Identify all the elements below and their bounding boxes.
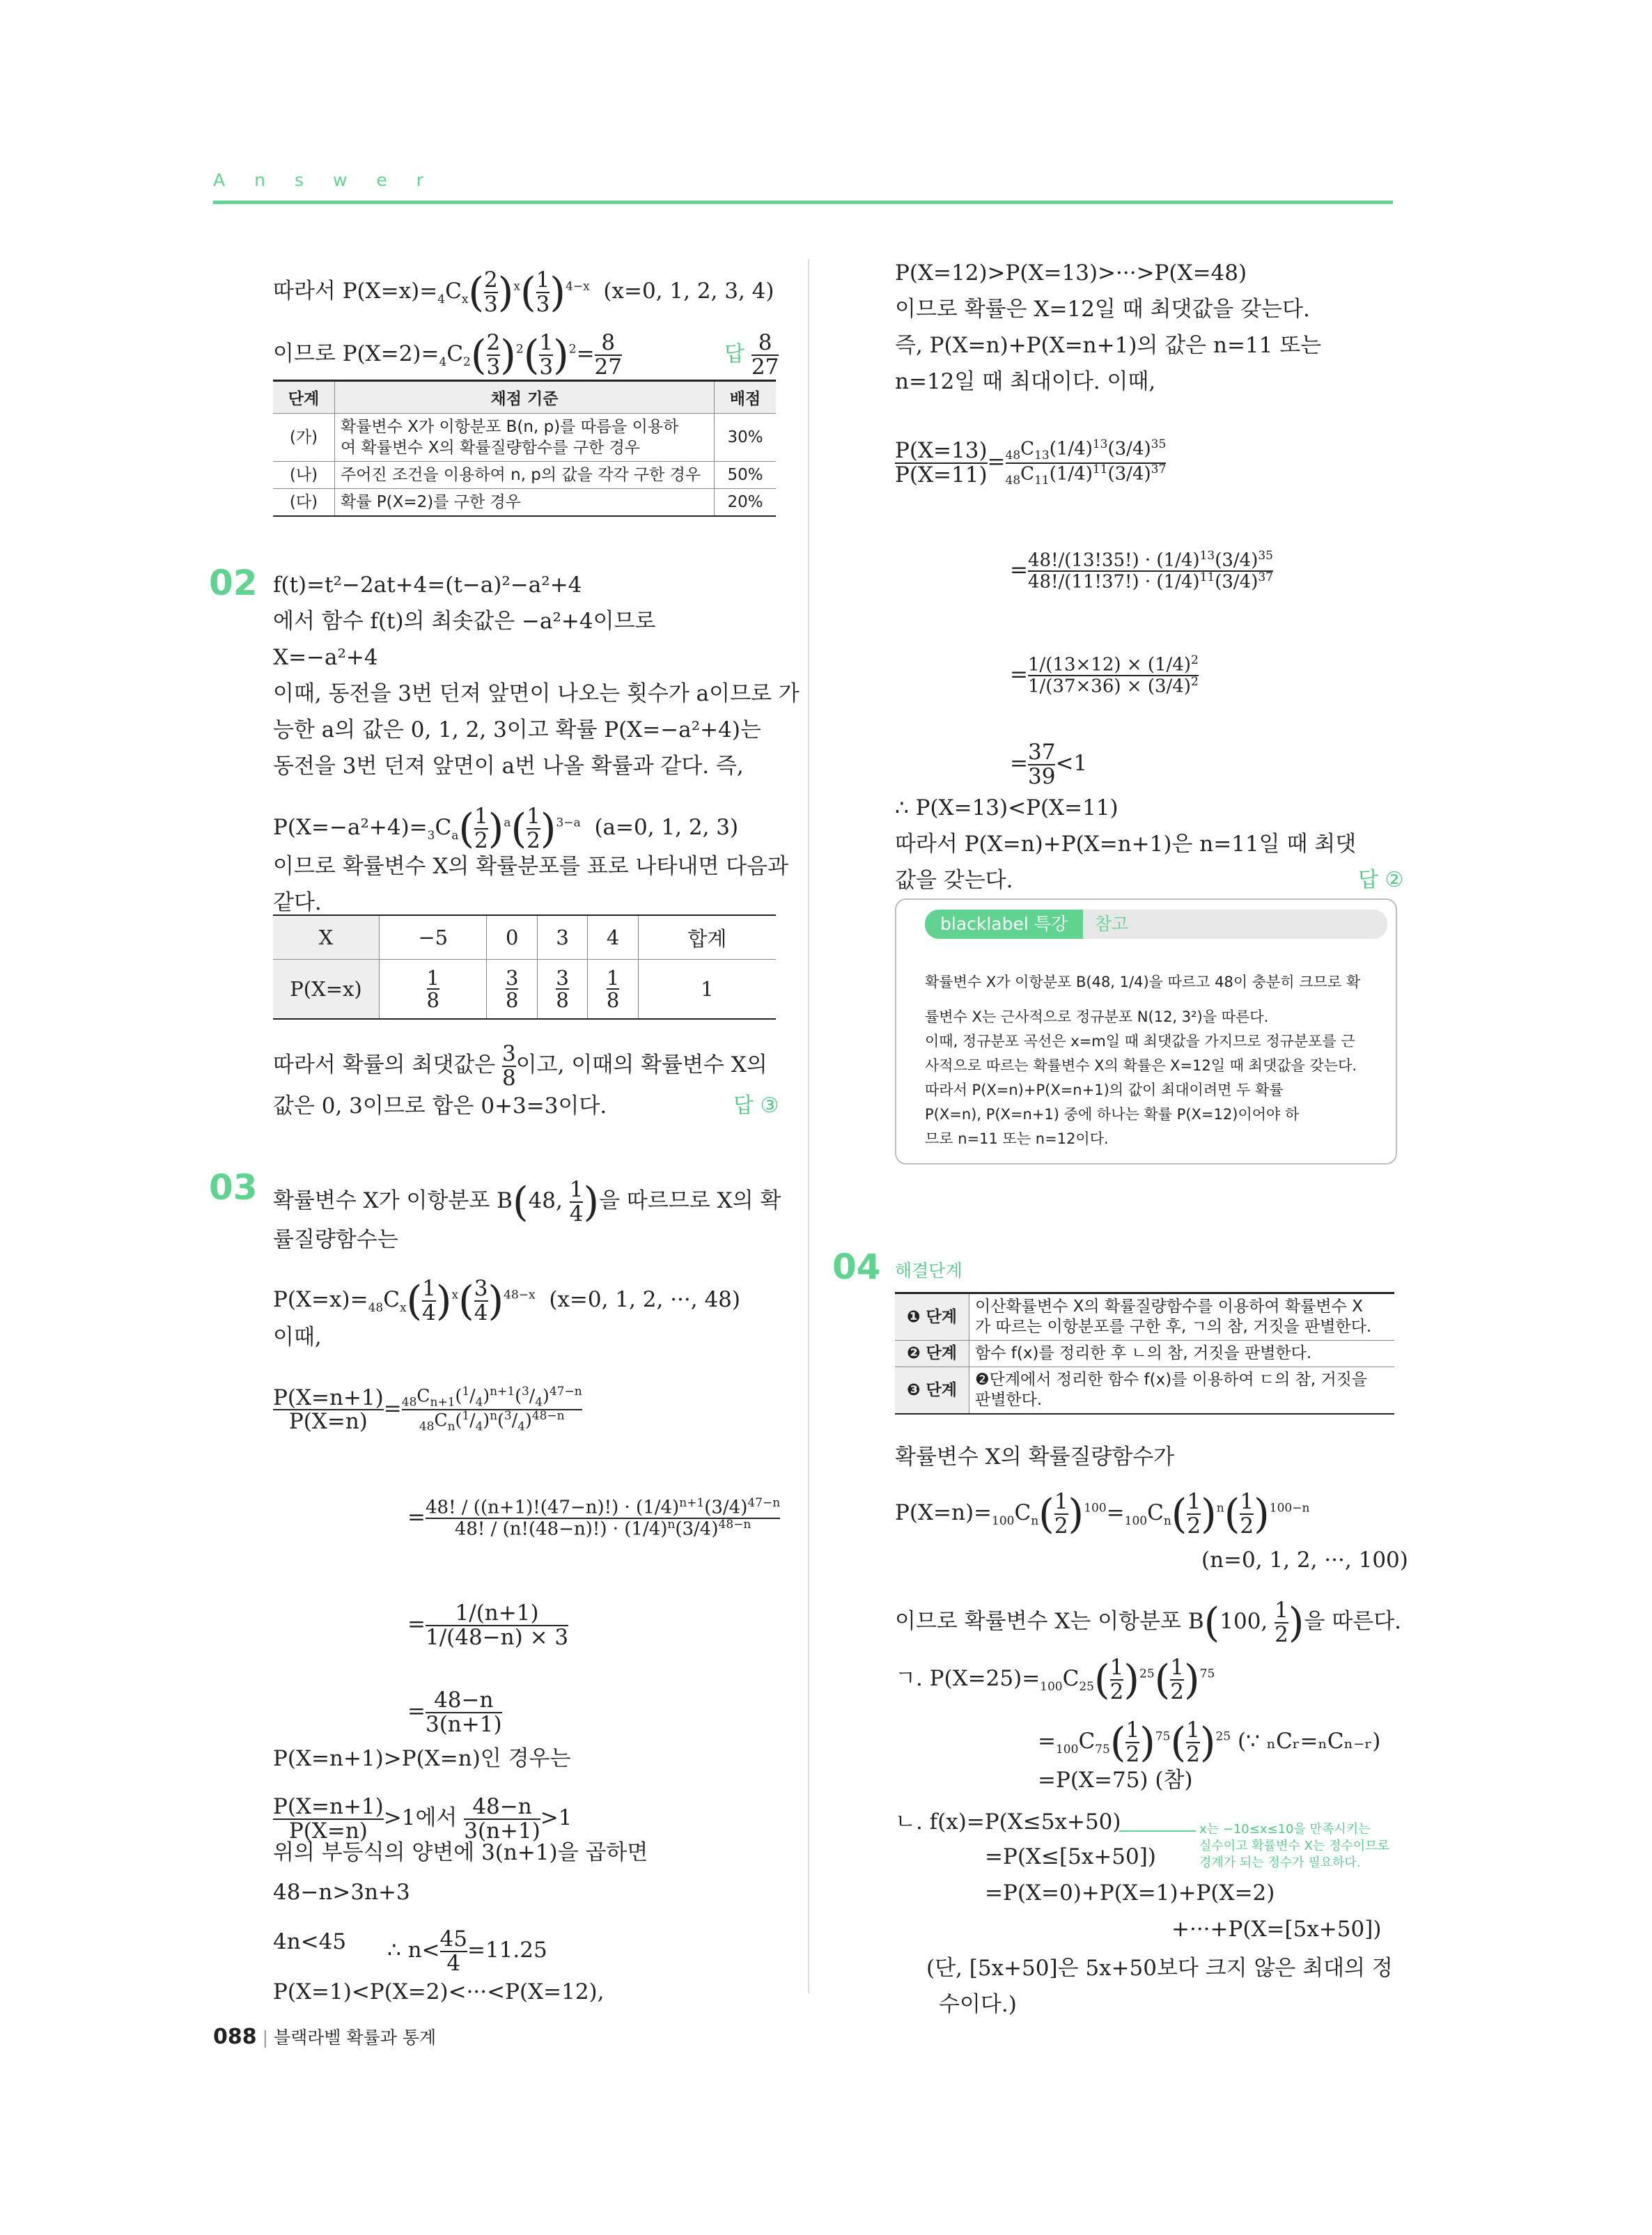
tip-box-line: 확률변수 X가 이항분포 B(48, 1/4)을 따르고 48이 충분히 크므로 확 xyxy=(925,974,1361,990)
p04-tail: 수이다.) xyxy=(939,1992,1017,2017)
p02-conclusion-text: 이고, 이때의 확률변수 X의 xyxy=(515,1052,767,1078)
grading-row xyxy=(273,489,776,517)
grading-score: 30% xyxy=(715,414,777,462)
p01-line-a-prefix: 따라서 P(X=x)= xyxy=(273,279,438,304)
p01-line-a-cond: (x=0, 1, 2, 3, 4) xyxy=(603,279,774,304)
solution-step-row xyxy=(895,1367,1394,1415)
p03-line-1: 확률변수 X가 이항분포 B(48, $\frac{1}{4}$ )을 따르므로 X의 확 xyxy=(273,1177,781,1226)
p03r-therefore: ∴ P(X=13)<P(X=11) xyxy=(895,795,1119,820)
p03r-answer: 답 ② xyxy=(1358,868,1404,892)
dist-p-value xyxy=(487,960,537,1020)
p03r-line: 즉, P(X=n)+P(X=n+1)의 값은 n=11 또는 xyxy=(895,333,1322,358)
p02-line: 에서 함수 f(t)의 최솟값은 −a²+4이므로 xyxy=(273,609,656,634)
p03r-line: P(X=12)>P(X=13)>···>P(X=48) xyxy=(895,260,1247,286)
solution-step-text xyxy=(969,1293,1395,1341)
p04-binom-text: 이므로 확률변수 X는 이항분포 B xyxy=(895,1609,1204,1635)
p03-line-2: 률질량함수는 xyxy=(273,1227,398,1252)
dist-p-num: 1 xyxy=(426,965,439,990)
header-rule xyxy=(213,201,1393,204)
grading-step: (다) xyxy=(273,489,335,517)
p03-ratio-num: P(X=n+1) xyxy=(273,1385,384,1410)
grading-score: 20% xyxy=(715,489,777,517)
dist-p-total: 1 xyxy=(638,960,776,1020)
column-divider xyxy=(808,259,809,1993)
p03r-ratio-3: = $\frac{1/(13\times 12) \times (1/4)^2}{1/(37\times 36) \times (3/4)^2}$ xyxy=(1010,653,1199,697)
tip-box-line: 따라서 P(X=n)+P(X=n+1)의 값이 최대이려면 두 확률 xyxy=(925,1082,1284,1098)
p02-line: f(t)=t²−2at+4=(t−a)²−a²+4 xyxy=(273,573,582,598)
dist-x-value: 합계 xyxy=(638,915,776,960)
p02-answer: 답 ③ xyxy=(733,1093,779,1118)
p03-ratio-1: $\frac{P(X=n+1)}{P(X=n)}$ = $\frac{_{48}C_{n+1}(^1/_4)^{n+1}(^3/_4)^{47-n}}{_{48}C_n(^1/_4)^n(^3/_4)^{48-n}}$ xyxy=(273,1385,582,1435)
p04-side-note-line: 실수이고 확률변수 X는 정수이므로 xyxy=(1199,1839,1389,1853)
p01-answer-den: 27 xyxy=(751,354,779,380)
p04-g1-prefix: ㄱ. P(X=25)= xyxy=(895,1666,1041,1692)
grading-criteria xyxy=(335,414,715,462)
solution-step-line: 가 따르는 이항분포를 구한 후, ㄱ의 참, 거짓을 판별한다. xyxy=(975,1318,1372,1336)
p03-ineq-end: >1 xyxy=(540,1805,572,1831)
tip-box-sub: 참고 xyxy=(1095,914,1129,934)
p02-conclusion-2: 값은 0, 3이므로 합은 0+3=3이다. xyxy=(273,1093,607,1119)
tip-box-line: 사적으로 따르는 확률변수 X의 확률은 X=12일 때 최댓값을 갖는다. xyxy=(925,1057,1357,1074)
p02-prob-cond: (a=0, 1, 2, 3) xyxy=(594,815,739,841)
solution-step-row xyxy=(895,1341,1394,1367)
grading-criteria: 확률 P(X=2)를 구한 경우 xyxy=(335,489,715,517)
dist-p-num: 3 xyxy=(505,965,519,990)
solution-step-label: ❸ 단계 xyxy=(895,1367,969,1415)
p03r-result: = $\frac{37}{39}$ <1 xyxy=(1010,740,1088,789)
p03-ratio-3: = $\frac{1/(n+1)}{1/(48-n) \times 3}$ xyxy=(407,1601,569,1650)
p02-conclusion-text: 따라서 확률의 최댓값은 xyxy=(273,1052,496,1078)
p03-ratio-4: = $\frac{48-n}{3(n+1)}$ xyxy=(407,1688,502,1737)
p03r-result-den: 39 xyxy=(1027,763,1056,789)
dist-p-label: P(X=x) xyxy=(273,960,380,1020)
grading-header: 채점 기준 xyxy=(335,381,715,414)
p04-g1-line-2: $=_{100}C_{75}$( $\frac{1}{2}$ )$^{75}$( $\frac{1}{2}$ )$^{25}$ (∵ ₙCᵣ=ₙCₙ₋ᵣ) xyxy=(1038,1718,1381,1767)
p01-line-b: 이므로 $P(X=2)=_4C_2$( $\frac{2}{3}$ )$^2$( $\frac{1}{3}$ )$^2$= $\frac{8}{27}$ xyxy=(273,330,622,380)
p03-ratio-den: P(X=n) xyxy=(273,1409,384,1433)
solution-step-row xyxy=(895,1293,1394,1341)
p01-answer-label: 답 xyxy=(724,342,745,367)
solution-step-text xyxy=(969,1367,1395,1415)
dist-p-num: 1 xyxy=(606,965,620,990)
p03-pmf-prefix: P(X=x)= xyxy=(273,1287,368,1313)
dist-p-value xyxy=(537,960,587,1020)
p03-step-a: 48−n>3n+3 xyxy=(273,1880,410,1905)
p03-step-c: ∴ n< $\frac{45}{4}$ =11.25 xyxy=(387,1926,547,1976)
p03-line-1-text: 을 따르므로 X의 확 xyxy=(599,1188,781,1214)
dist-p-num: 3 xyxy=(556,965,569,990)
p04-pmf-cond: (n=0, 1, 2, ···, 100) xyxy=(1201,1548,1408,1573)
p03-then: 이때, xyxy=(273,1325,322,1350)
grading-step: (나) xyxy=(273,462,335,489)
p04-n3: =P(X=0)+P(X=1)+P(X=2) xyxy=(985,1880,1275,1906)
p02-prob-line: $P(X=-a^2+4)=_3C_a$( $\frac{1}{2}$ )$^a$( $\frac{1}{2}$ )$^{3-a}$ (a=0, 1, 2, 3) xyxy=(273,804,739,853)
p04-g1: ㄱ. $P(X=25)=_{100}C_{25}$( $\frac{1}{2}$ )$^{25}$( $\frac{1}{2}$ )$^{75}$ xyxy=(895,1655,1215,1704)
answer-header: Answer xyxy=(213,170,453,190)
p04-binom: 이므로 확률변수 X는 이항분포 B(100, $\frac{1}{2}$ )을 따른다. xyxy=(895,1598,1402,1647)
tip-box-line: P(X=n), P(X=n+1) 중에 하나는 확률 P(X=12)이어야 하 xyxy=(925,1106,1300,1123)
p03-step-b: 4n<45 xyxy=(273,1929,347,1954)
note-pointer xyxy=(1119,1830,1196,1832)
p03-pmf-cond: (x=0, 1, 2, ···, 48) xyxy=(549,1287,740,1313)
dist-x-value: −5 xyxy=(380,915,487,960)
p04-g1-reason: (∵ ₙCᵣ=ₙCₙ₋ᵣ) xyxy=(1237,1729,1381,1754)
p04-side-note xyxy=(1199,1821,1389,1871)
grading-criteria-line: 여 확률변수 X의 확률질량함수를 구한 경우 xyxy=(341,439,641,457)
dist-x-value: 4 xyxy=(588,915,638,960)
dist-x-label: X xyxy=(273,915,380,960)
p04-g1-result: =P(X=75) (참) xyxy=(1038,1768,1193,1793)
grading-table xyxy=(273,380,776,517)
tip-box-line: 이때, 정규분포 곡선은 x=m일 때 최댓값을 가지므로 정규분포를 근 xyxy=(925,1033,1355,1050)
grading-step: (가) xyxy=(273,414,335,462)
p04-n2: =P(X≤[5x+50]) xyxy=(985,1844,1156,1869)
p03r-ratio-1: $\frac{P(X=13)}{P(X=11)}$ = $\frac{_{48}C_{13}(1/4)^{13}(3/4)^{35}}{_{48}C_{11}(1/4)^{11}(3/4)^{37}}$ xyxy=(895,437,1167,488)
p01-line-a: 따라서 $P(X=x)=_4C_x$( $\frac{2}{3}$ )$^x$( $\frac{1}{3}$ )$^{4-x}$ (x=0, 1, 2, 3, 4) xyxy=(273,267,774,317)
solution-step-line: 이산확률변수 X의 확률질량함수를 이용하여 확률변수 X xyxy=(975,1298,1363,1316)
p03-pmf: $P(X=x)=_{48}C_x$( $\frac{1}{4}$ )$^x$( $\frac{3}{4}$ )$^{48-x}$ (x=0, 1, 2, ···, 48) xyxy=(273,1276,740,1325)
grading-row xyxy=(273,414,776,462)
solution-step-text: 함수 f(x)를 정리한 후 ㄴ의 참, 거짓을 판별한다. xyxy=(969,1341,1395,1367)
grading-header: 단계 xyxy=(273,381,335,414)
p03r-line: n=12일 때 최대이다. 이때, xyxy=(895,369,1156,394)
p01-answer xyxy=(724,332,779,378)
solution-step-line: 판별한다. xyxy=(975,1391,1043,1409)
problem-number-02: 02 xyxy=(209,563,258,603)
p03-multiply: 위의 부등식의 양변에 3(n+1)을 곱하면 xyxy=(273,1840,648,1865)
p04-side-note-line: x는 −10≤x≤10을 만족시키는 xyxy=(1199,1822,1371,1837)
solution-step-line: ❷단계에서 정리한 함수 f(x)를 이용하여 ㄷ의 참, 거짓을 xyxy=(975,1371,1368,1389)
p04-intro: 확률변수 X의 확률질량함수가 xyxy=(895,1444,1175,1470)
dist-x-value: 3 xyxy=(537,915,587,960)
p03r-ratio-den: P(X=11) xyxy=(895,462,988,488)
p04-pmf: $P(X=n)=_{100}C_n$( $\frac{1}{2}$ )$^{100}=_{100}C_n$( $\frac{1}{2}$ )$^n$( $\frac{1}{2}$ )$^{100-n}$ xyxy=(895,1489,1310,1539)
p04-tail: (단, [5x+50]은 5x+50보다 크지 않은 최대의 정 xyxy=(926,1956,1393,1981)
problem-number-03: 03 xyxy=(209,1167,258,1208)
grading-criteria: 주어진 조건을 이용하여 n, p의 값을 각각 구한 경우 xyxy=(335,462,715,489)
p03r-ratio-2: = $\frac{48!/(13!35!) \cdot (1/4)^{13}(3/4)^{35}}{48!/(11!37!) \cdot (1/4)^{11}(3/4)^{37}}$ xyxy=(1010,549,1273,593)
p03r-conclusion: 따라서 P(X=n)+P(X=n+1)은 n=11일 때 최댓 xyxy=(895,832,1357,857)
book-title: 블랙라벨 확률과 통계 xyxy=(273,2027,437,2048)
p03-step-c-prefix: ∴ n< xyxy=(387,1938,440,1963)
problem-number-04: 04 xyxy=(832,1247,881,1287)
solution-steps-table xyxy=(895,1292,1394,1415)
grading-criteria-line: 확률변수 X가 이항분포 B(n, p)를 따름을 이용하 xyxy=(341,418,679,436)
p03r-conclusion: 값을 갖는다. xyxy=(895,868,1013,893)
p03-ineq-intro: P(X=n+1)>P(X=n)인 경우는 xyxy=(273,1746,571,1771)
p03-chain: P(X=1)<P(X=2)<···<P(X=12), xyxy=(273,1979,605,2004)
p02-table-intro: 같다. xyxy=(273,890,322,915)
p04-binom-text: 을 따른다. xyxy=(1304,1609,1402,1635)
p02-line: 이때, 동전을 3번 던져 앞면이 나오는 횟수가 a이므로 가 xyxy=(273,681,800,706)
p02-table-intro: 이므로 확률변수 X의 확률분포를 표로 나타내면 다음과 xyxy=(273,854,789,879)
solution-step-label: ❶ 단계 xyxy=(895,1293,969,1341)
tip-box-line: 률변수 X는 근사적으로 정규분포 N(12, 3²)을 따른다. xyxy=(925,1009,1269,1025)
grading-row xyxy=(273,462,776,489)
dist-p-den: 8 xyxy=(426,988,439,1012)
tip-box-tag: blacklabel 특강 xyxy=(925,910,1083,939)
dist-p-den: 8 xyxy=(556,988,569,1012)
grading-score: 50% xyxy=(715,462,777,489)
p04-n4: +···+P(X=[5x+50]) xyxy=(1171,1917,1382,1942)
dist-p-value xyxy=(588,960,638,1020)
p02-prob-prefix: P(X=−a²+4)= xyxy=(273,815,428,841)
p02-line: 동전을 3번 던져 앞면이 a번 나올 확률과 같다. 즉, xyxy=(273,754,744,779)
grading-header: 배점 xyxy=(715,381,777,414)
p01-line-b-prefix: 이므로 P(X=2)= xyxy=(273,341,439,367)
p03r-line: 이므로 확률은 X=12일 때 최댓값을 갖는다. xyxy=(895,297,1310,322)
p02-line: 능한 a의 값은 0, 1, 2, 3이고 확률 P(X=−a²+4)는 xyxy=(273,717,761,742)
p04-n1: ㄴ. f(x)=P(X≤5x+50) xyxy=(895,1809,1121,1835)
p03r-result-num: 37 xyxy=(1027,740,1056,765)
dist-x-value: 0 xyxy=(487,915,537,960)
tip-box-line: 므로 n=11 또는 n=12이다. xyxy=(925,1130,1109,1147)
p02-line: X=−a²+4 xyxy=(273,645,378,670)
p04-pmf-prefix: P(X=n)= xyxy=(895,1500,992,1526)
page-footer: 088 | 블랙라벨 확률과 통계 xyxy=(213,2025,437,2049)
page-number: 088 xyxy=(213,2025,257,2049)
distribution-table xyxy=(273,914,776,1020)
dist-p-den: 8 xyxy=(505,988,519,1012)
solution-step-label: ❷ 단계 xyxy=(895,1341,969,1367)
dist-p-value xyxy=(380,960,487,1020)
solution-steps-heading: 해결단계 xyxy=(895,1261,963,1281)
p03-ineq-mid: >1에서 xyxy=(383,1805,458,1831)
p04-side-note-line: 경계가 되는 정수가 필요하다. xyxy=(1199,1855,1361,1870)
p02-conclusion: 따라서 확률의 최댓값은 $\frac{3}{8}$ 이고, 이때의 확률변수 X의 xyxy=(273,1041,767,1091)
p03r-ratio-num: P(X=13) xyxy=(895,438,988,464)
p03-line-1-text: 확률변수 X가 이항분포 B xyxy=(273,1188,513,1214)
p01-answer-num: 8 xyxy=(758,330,772,355)
p03-step-c-suffix: =11.25 xyxy=(467,1938,547,1963)
p03-ineq: $\frac{P(X=n+1)}{P(X=n)}$ >1에서 $\frac{48-n}{3(n+1)}$ >1 xyxy=(273,1794,572,1844)
p03-ratio-2: = $\frac{48! / ((n+1)!(47-n)!) \cdot (1/4)^{n+1}(3/4)^{47-n}}{48! / (n!(48-n)!) \cdot (1/4)^n(3/4)^{48-n}}$ xyxy=(407,1496,781,1540)
dist-p-den: 8 xyxy=(606,988,620,1012)
